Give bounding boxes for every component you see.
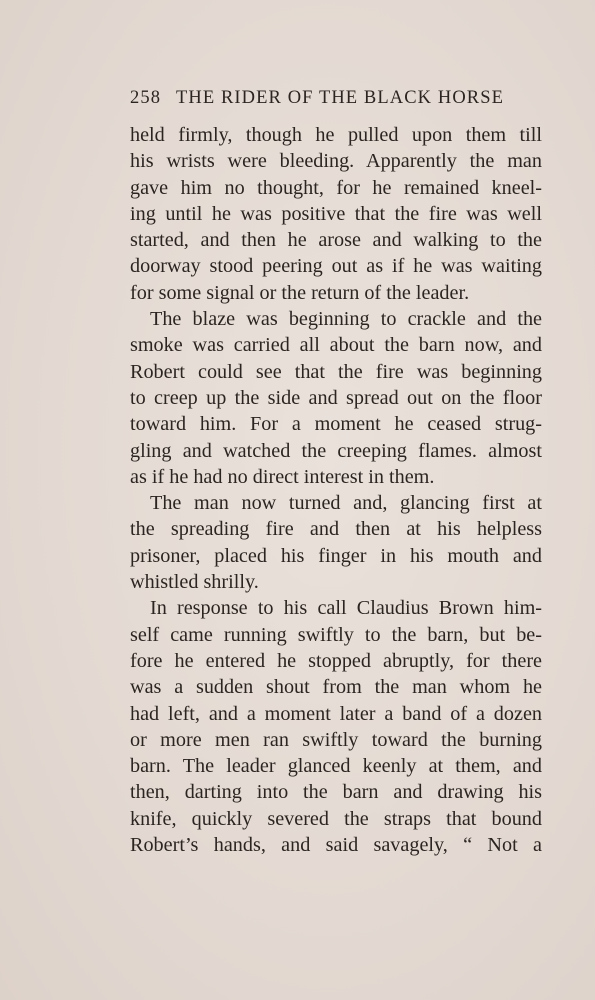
text-line: smoke was carried all about the barn now, and	[130, 334, 542, 357]
text-line: In response to his call Claudius Brown him-	[150, 597, 542, 620]
text-line: knife, quickly severed the straps that bound	[130, 807, 542, 830]
text-line: whistled shrilly.	[130, 571, 259, 594]
text-line: for some signal or the return of the leader.	[130, 281, 470, 304]
text-line: fore he entered he stopped abruptly, for there	[130, 649, 542, 672]
text-line: started, and then he arose and walking to the	[130, 229, 542, 252]
running-header	[130, 88, 542, 112]
text-line: barn. The leader glanced keenly at them, and	[130, 755, 542, 778]
text-line: held firmly, though he pulled upon them till	[130, 124, 542, 146]
text-line: prisoner, placed his finger in his mouth and	[130, 544, 542, 567]
text-line: ing until he was positive that the fire was well	[130, 202, 542, 225]
text-line: doorway stood peering out as if he was waiting	[130, 255, 542, 278]
text-line: Robert could see that the fire was beginning	[130, 360, 542, 383]
text-line: then, darting into the barn and drawing his	[130, 781, 542, 804]
running-title: THE RIDER OF THE BLACK HORSE	[176, 88, 505, 108]
text-line: his wrists were bleeding. Apparently the man	[130, 150, 542, 173]
page-number: 258	[130, 88, 162, 108]
text-line: gling and watched the creeping flames. almost	[130, 439, 542, 462]
text-line: was a sudden shout from the man whom he	[130, 676, 542, 699]
text-line: or more men ran swiftly toward the burning	[130, 728, 542, 751]
text-line: as if he had no direct interest in them.	[130, 465, 435, 488]
text-line: toward him. For a moment he ceased strug-	[130, 413, 542, 436]
text-line: the spreading fire and then at his helpless	[130, 518, 542, 541]
text-line: self came running swiftly to the barn, but be-	[130, 623, 542, 646]
text-line: Robert’s hands, and said savagely, “ Not a	[130, 834, 542, 857]
text-line: The blaze was beginning to crackle and the	[150, 308, 542, 331]
text-line: gave him no thought, for he remained kneel-	[130, 176, 542, 199]
text-line: to creep up the side and spread out on the floor	[130, 386, 542, 409]
text-line: had left, and a moment later a band of a dozen	[130, 702, 542, 725]
text-line: The man now turned and, glancing first at	[150, 492, 542, 515]
body-text	[130, 122, 542, 858]
